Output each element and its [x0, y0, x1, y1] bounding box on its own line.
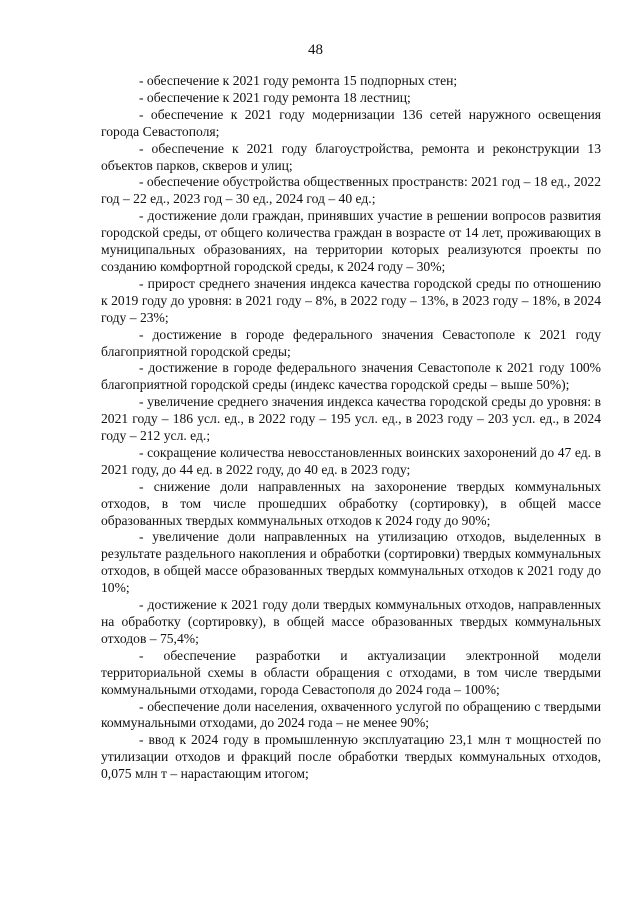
list-item: - увеличение доли направленных на утилизацию отходов, выделенных в результате раздельного накопления и обработки (сортировки) твердых коммунальных отходов, в общей массе образованных твердых коммунальных отходов к 2021 году до 10%; [101, 529, 601, 596]
list-item: - обеспечение к 2021 году благоустройства, ремонта и реконструкции 13 объектов парков, скверов и улиц; [101, 140, 601, 173]
list-item: - достижение в городе федерального значения Севастополе к 2021 году 100% благоприятной городской среды (индекс качества городской среды – выше 50%); [101, 360, 601, 393]
list-item: - обеспечение разработки и актуализации электронной модели территориальной схемы в области обращения с отходами, в том числе твердыми коммунальными отходами, города Севастополя до 2024 года – 100%; [101, 647, 601, 697]
document-body [101, 73, 601, 783]
list-item: - достижение к 2021 году доли твердых коммунальных отходов, направленных на обработку (сортировку), в общей массе образованных твердых коммунальных отходов – 75,4%; [101, 597, 601, 646]
list-item: - обеспечение к 2021 году модернизации 136 сетей наружного освещения города Севастополя; [101, 106, 601, 139]
list-item: - достижение доли граждан, принявших участие в решении вопросов развития городской среды, от общего количества граждан в возрасте от 14 лет, проживающих в муниципальных образованиях, на территории которых реализуются проекты по созданию комфортной городской среды, к 2024 году – 30%; [101, 208, 601, 274]
list-item: - обеспечение доли населения, охваченного услугой по обращению с твердыми коммунальными отходами, до 2024 года – не менее 90%; [101, 698, 601, 731]
list-item: - снижение доли направленных на захоронение твердых коммунальных отходов, в том числе прошедших обработку (сортировку), в общей массе образованных твердых коммунальных отходов к 2024 году до 90%; [101, 478, 601, 528]
list-item: - достижение в городе федерального значения Севастополе к 2021 году благоприятной городской среды; [101, 326, 601, 359]
list-item: - обеспечение к 2021 году ремонта 18 лестниц; [139, 89, 411, 105]
list-item: - увеличение среднего значения индекса качества городской среды до уровня: в 2021 году – 186 усл. ед., в 2022 году – 195 усл. ед., в 2023 году – 203 усл. ед., в 2024 году – 212 усл. ед.; [101, 394, 601, 444]
list-item: - обеспечение к 2021 году ремонта 15 подпорных стен; [139, 73, 458, 88]
list-item: - обеспечение обустройства общественных пространств: 2021 год – 18 ед., 2022 год – 22 ед., 2023 год – 30 ед., 2024 год – 40 ед.; [101, 174, 602, 207]
list-item: - прирост среднего значения индекса качества городской среды по отношению к 2019 году до уровня: в 2021 году – 8%, в 2022 году – 13%, в 2023 году – 18%, в 2024 году – 23%; [101, 275, 601, 325]
list-item: - сокращение количества невосстановленных воинских захоронений до 47 ед. в 2021 году, до 44 ед. в 2022 году, до 40 ед. в 2023 году; [101, 444, 601, 477]
page-number: 48 [308, 42, 323, 58]
list-item: - ввод к 2024 году в промышленную эксплуатацию 23,1 млн т мощностей по утилизации отходов и фракций после обработки твердых коммунальных отходов, 0,075 млн т – нарастающим итогом; [101, 732, 601, 782]
